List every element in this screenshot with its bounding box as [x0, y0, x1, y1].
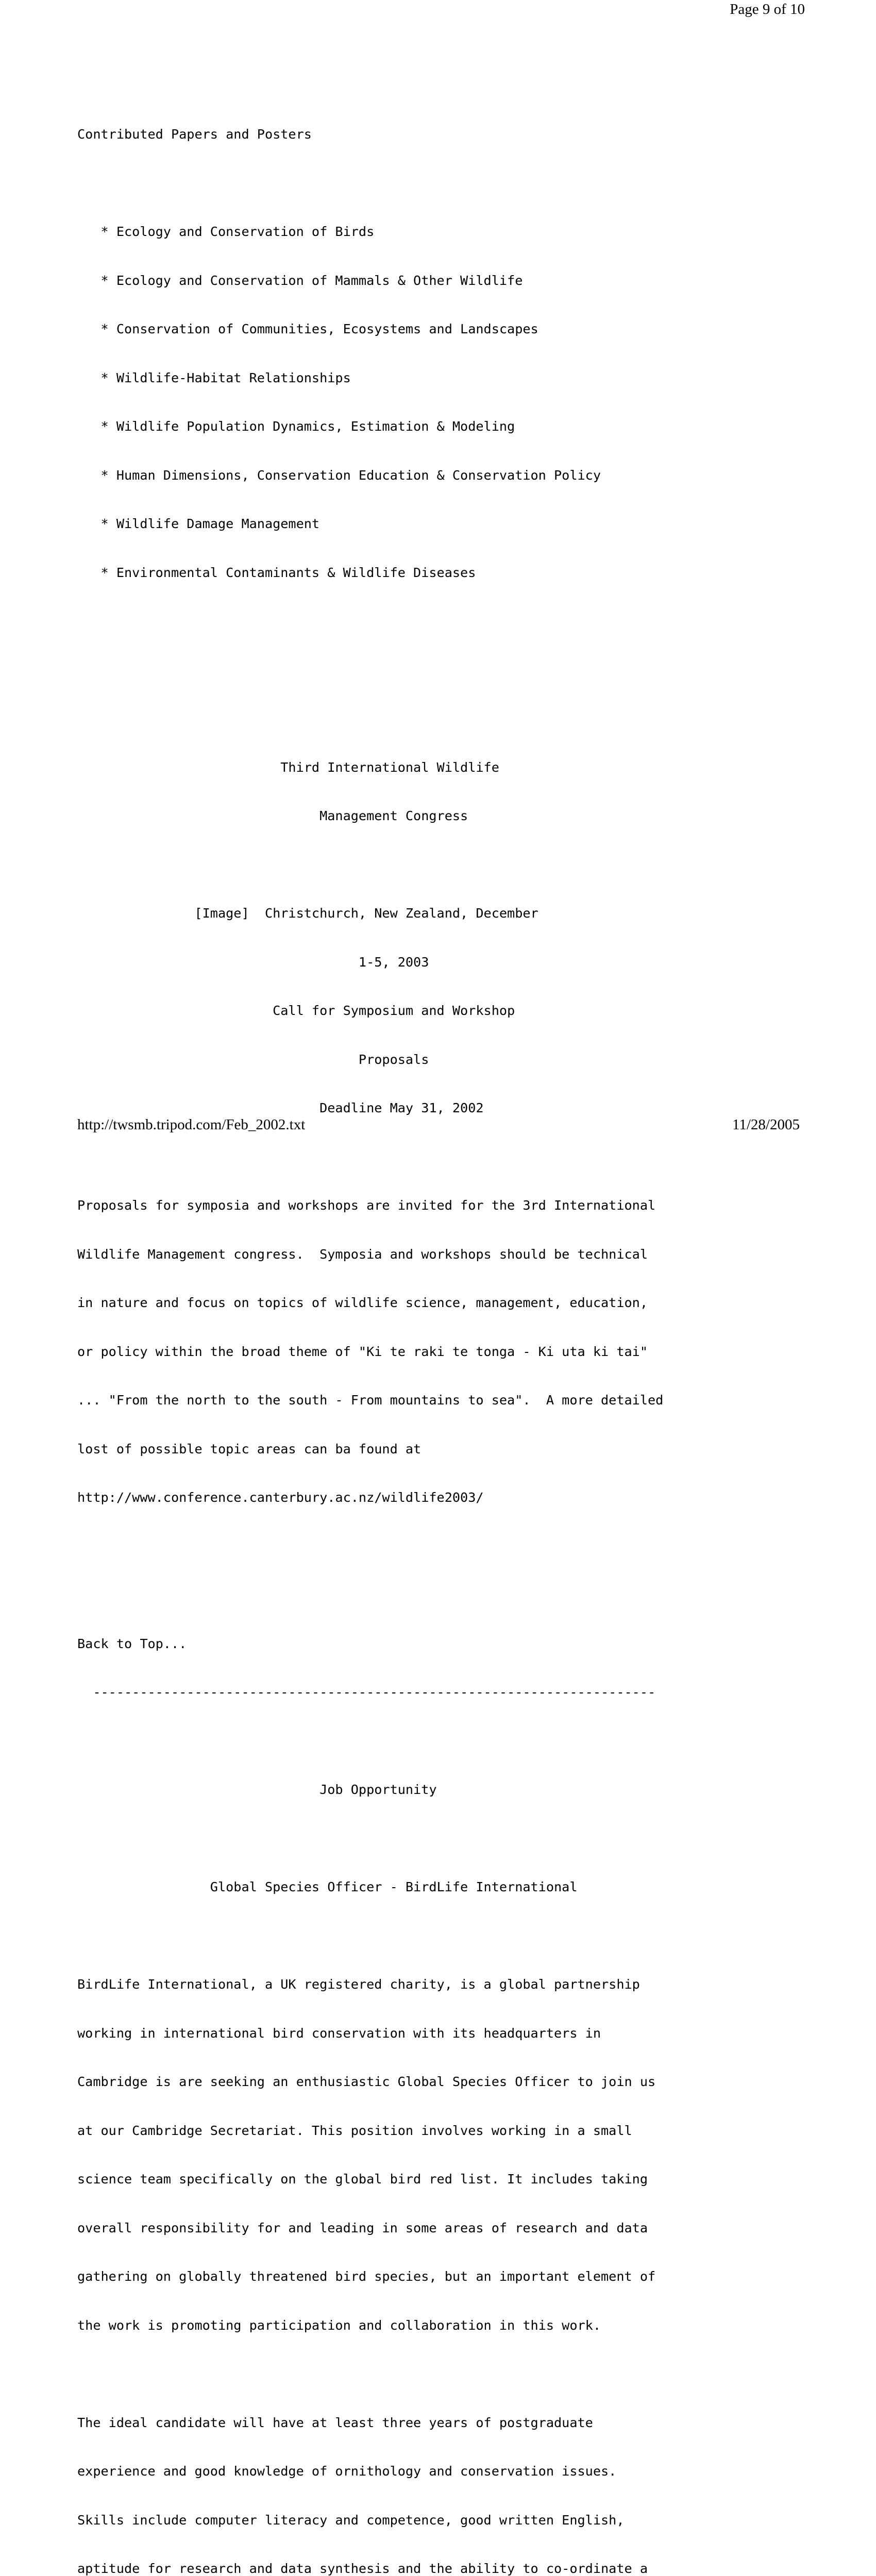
footer-date: 11/28/2005	[732, 1116, 800, 1133]
paragraph-line: gathering on globally threatened bird species, but an important element of	[77, 2269, 656, 2284]
list-item: * Ecology and Conservation of Birds	[77, 224, 375, 239]
job-heading: Job Opportunity	[77, 1782, 437, 1797]
blank-line	[77, 1831, 747, 1847]
paragraph-line: The ideal candidate will have at least three years of postgraduate	[77, 2415, 593, 2430]
paragraph-line: in nature and focus on topics of wildlife science, management, education,	[77, 1295, 648, 1310]
footer-url: http://twsmb.tripod.com/Feb_2002.txt	[77, 1116, 306, 1133]
paragraph-line: overall responsibility for and leading in some areas of research and data	[77, 2220, 648, 2235]
list-item: * Ecology and Conservation of Mammals & Other Wildlife	[77, 273, 523, 288]
blank-line	[77, 2366, 747, 2382]
back-to-top-link[interactable]: Back to Top...	[77, 1636, 187, 1651]
blank-line	[77, 1928, 747, 1944]
congress-title: Management Congress	[77, 808, 468, 823]
paragraph-line: science team specifically on the global bird red list. It includes taking	[77, 2172, 648, 2187]
paragraph-line: at our Cambridge Secretariat. This position involves working in a small	[77, 2123, 632, 2138]
paragraph-line: working in international bird conservation with its headquarters in	[77, 2025, 601, 2041]
paragraph-line: Wildlife Management congress. Symposia and workshops should be technical	[77, 1246, 648, 1262]
divider: ------------------------------------------------------------------------	[77, 1685, 656, 1700]
blank-line	[77, 1587, 747, 1603]
list-item: * Wildlife Population Dynamics, Estimation & Modeling	[77, 419, 515, 434]
list-item: * Environmental Contaminants & Wildlife Diseases	[77, 565, 476, 580]
paragraph-line: Proposals for symposia and workshops are invited for the 3rd International	[77, 1198, 656, 1213]
blank-line	[77, 1538, 747, 1555]
list-item: * Wildlife-Habitat Relationships	[77, 370, 351, 385]
paragraph-line: Cambridge is are seeking an enthusiastic Global Species Officer to join us	[77, 2074, 656, 2089]
blank-line	[77, 1149, 747, 1165]
page-number: Page 9 of 10	[730, 1, 805, 18]
list-item: * Human Dimensions, Conservation Education & Conservation Policy	[77, 467, 601, 483]
deadline: Deadline May 31, 2002	[77, 1100, 484, 1115]
congress-title: Third International Wildlife	[77, 759, 499, 775]
section-heading: Contributed Papers and Posters	[77, 127, 312, 142]
congress-url: http://www.conference.canterbury.ac.nz/wildlife2003/	[77, 1490, 484, 1505]
paragraph-line: Skills include computer literacy and competence, good written English,	[77, 2512, 625, 2528]
paragraph-line: the work is promoting participation and collaboration in this work.	[77, 2317, 601, 2333]
blank-line	[77, 662, 747, 679]
document-body	[77, 94, 747, 2576]
paragraph-line: aptitude for research and data synthesis and the ability to co-ordinate a	[77, 2561, 648, 2576]
paragraph-line: ... "From the north to the south - From mountains to sea". A more detailed	[77, 1393, 664, 1408]
paragraph-line: or policy within the broad theme of "Ki te raki te tonga - Ki uta ki tai"	[77, 1344, 648, 1359]
paragraph-line: lost of possible topic areas can ba found at	[77, 1441, 422, 1456]
blank-line	[77, 857, 747, 873]
call-for-proposals: Proposals	[77, 1052, 429, 1067]
paragraph-line: experience and good knowledge of ornithology and conservation issues.	[77, 2464, 617, 2479]
paragraph-line: BirdLife International, a UK registered charity, is a global partnership	[77, 1977, 640, 1992]
blank-line	[77, 613, 747, 630]
call-for-proposals: Call for Symposium and Workshop	[77, 1003, 515, 1018]
job-title: Global Species Officer - BirdLife International	[77, 1879, 578, 1894]
blank-line	[77, 710, 747, 727]
list-item: * Wildlife Damage Management	[77, 516, 320, 531]
congress-dates: 1-5, 2003	[77, 954, 429, 970]
congress-location: [Image] Christchurch, New Zealand, December	[77, 906, 538, 921]
blank-line	[77, 175, 747, 192]
blank-line	[77, 1733, 747, 1750]
list-item: * Conservation of Communities, Ecosystems and Landscapes	[77, 321, 538, 336]
